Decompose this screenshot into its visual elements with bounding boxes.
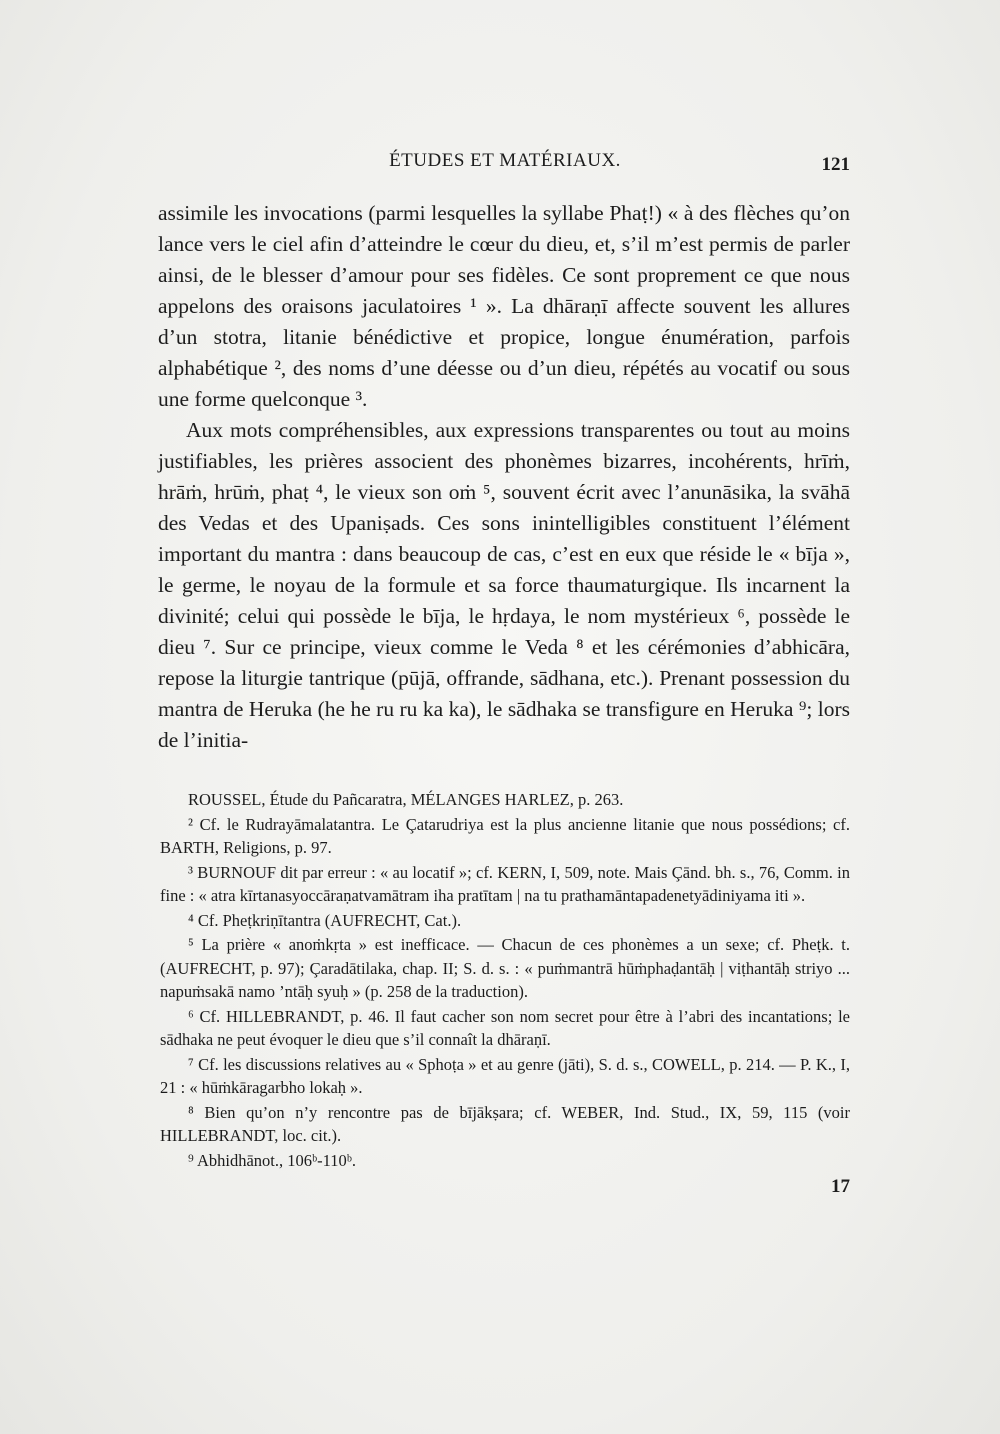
paragraph: assimile les invocations (parmi lesquelles la syllabe Phaṭ!) « à des flèches qu’on lance vers le ciel afin d’atteindre le cœur du dieu, et, s’il m’est permis de parler ainsi, de le blesser d’amour pour ses fidèles. Ce sont proprement ce que nous appelons des oraisons jaculatoires ¹ ». La dhāraṇī affecte souvent les allures d’un stotra, litanie bénédictive et propice, longue énumération, parfois alphabétique ², des noms d’une déesse ou d’un dieu, répétés au vocatif ou sous une forme quelconque ³.	[158, 201, 850, 411]
running-head	[160, 150, 850, 180]
footnote: ⁹ Abhidhānot., 106ᵇ-110ᵇ.	[188, 1150, 356, 1170]
footnote: ⁶ Cf. HILLEBRANDT, p. 46. Il faut cacher son nom secret pour être à l’abri des incantations; le sādhaka ne peut évoquer le dieu que s’il connaît la dhāraṇī.	[160, 1006, 850, 1049]
footnote: ³ BURNOUF dit par erreur : « au locatif »; cf. KERN, I, 509, note. Mais Çānd. bh. s., 76, Comm. in fine : « atra kīrtanasyoccāraṇatvamātram iha pratītam | na tu prathamāntapadenetyādiniyama iti ».	[160, 862, 850, 905]
footnote: ⁷ Cf. les discussions relatives au « Sphoṭa » et au genre (jāti), S. d. s., COWELL, p. 214. — P. K., I, 21 : « hūṁkāragarbho lokaḥ ».	[160, 1054, 850, 1097]
body-text	[158, 198, 850, 756]
running-title: ÉTUDES ET MATÉRIAUX.	[389, 150, 621, 171]
footnote: ROUSSEL, Étude du Pañcaratra, MÉLANGES HARLEZ, p. 263.	[188, 790, 624, 809]
footnote: ⁵ La prière « anoṁkṛta » est inefficace. — Chacun de ces phonèmes a un sexe; cf. Pheṭk. t. (AUFRECHT, p. 97); Çaradātilaka, chap. II; S. d. s. : « puṁmantrā hūṁphaḍantāḥ | viṭhantāḥ striyo ... napuṁsakā namo ’ntāḥ syuḥ » (p. 258 de la traduction).	[160, 935, 850, 1001]
footnote: ⁴ Cf. Pheṭkriṇītantra (AUFRECHT, Cat.).	[188, 910, 462, 930]
footnote: ⁸ Bien qu’on n’y rencontre pas de bījākṣara; cf. WEBER, Ind. Stud., IX, 59, 115 (voir HILLEBRANDT, loc. cit.).	[160, 1102, 850, 1145]
footnotes	[160, 788, 850, 1173]
page-number: 121	[821, 154, 850, 175]
footnote: ² Cf. le Rudrayāmalatantra. Le Çatarudriya est la plus ancienne litanie que nous possédions; cf. BARTH, Religions, p. 97.	[160, 814, 850, 857]
signature-mark: 17	[831, 1176, 850, 1197]
paragraph: Aux mots compréhensibles, aux expressions transparentes ou tout au moins justifiables, les prières associent des phonèmes bizarres, incohérents, hrīṁ, hrāṁ, hrūṁ, phaṭ ⁴, le vieux son oṁ ⁵, souvent écrit avec l’anunāsika, la svāhā des Vedas et des Upaniṣads. Ces sons inintelligibles constituent l’élément important du mantra : dans beaucoup de cas, c’est en eux que réside le « bīja », le germe, le noyau de la formule et sa force thaumaturgique. Ils incarnent la divinité; celui qui possède le bīja, le hṛdaya, le nom mystérieux ⁶, possède le dieu ⁷. Sur ce principe, vieux comme le Veda ⁸ et les cérémonies d’abhicāra, repose la liturgie tantrique (pūjā, offrande, sādhana, etc.). Prenant possession du mantra de Heruka (he he ru ru ka ka), le sādhaka se transfigure en Heruka ⁹; lors de l’initia-	[158, 418, 850, 752]
